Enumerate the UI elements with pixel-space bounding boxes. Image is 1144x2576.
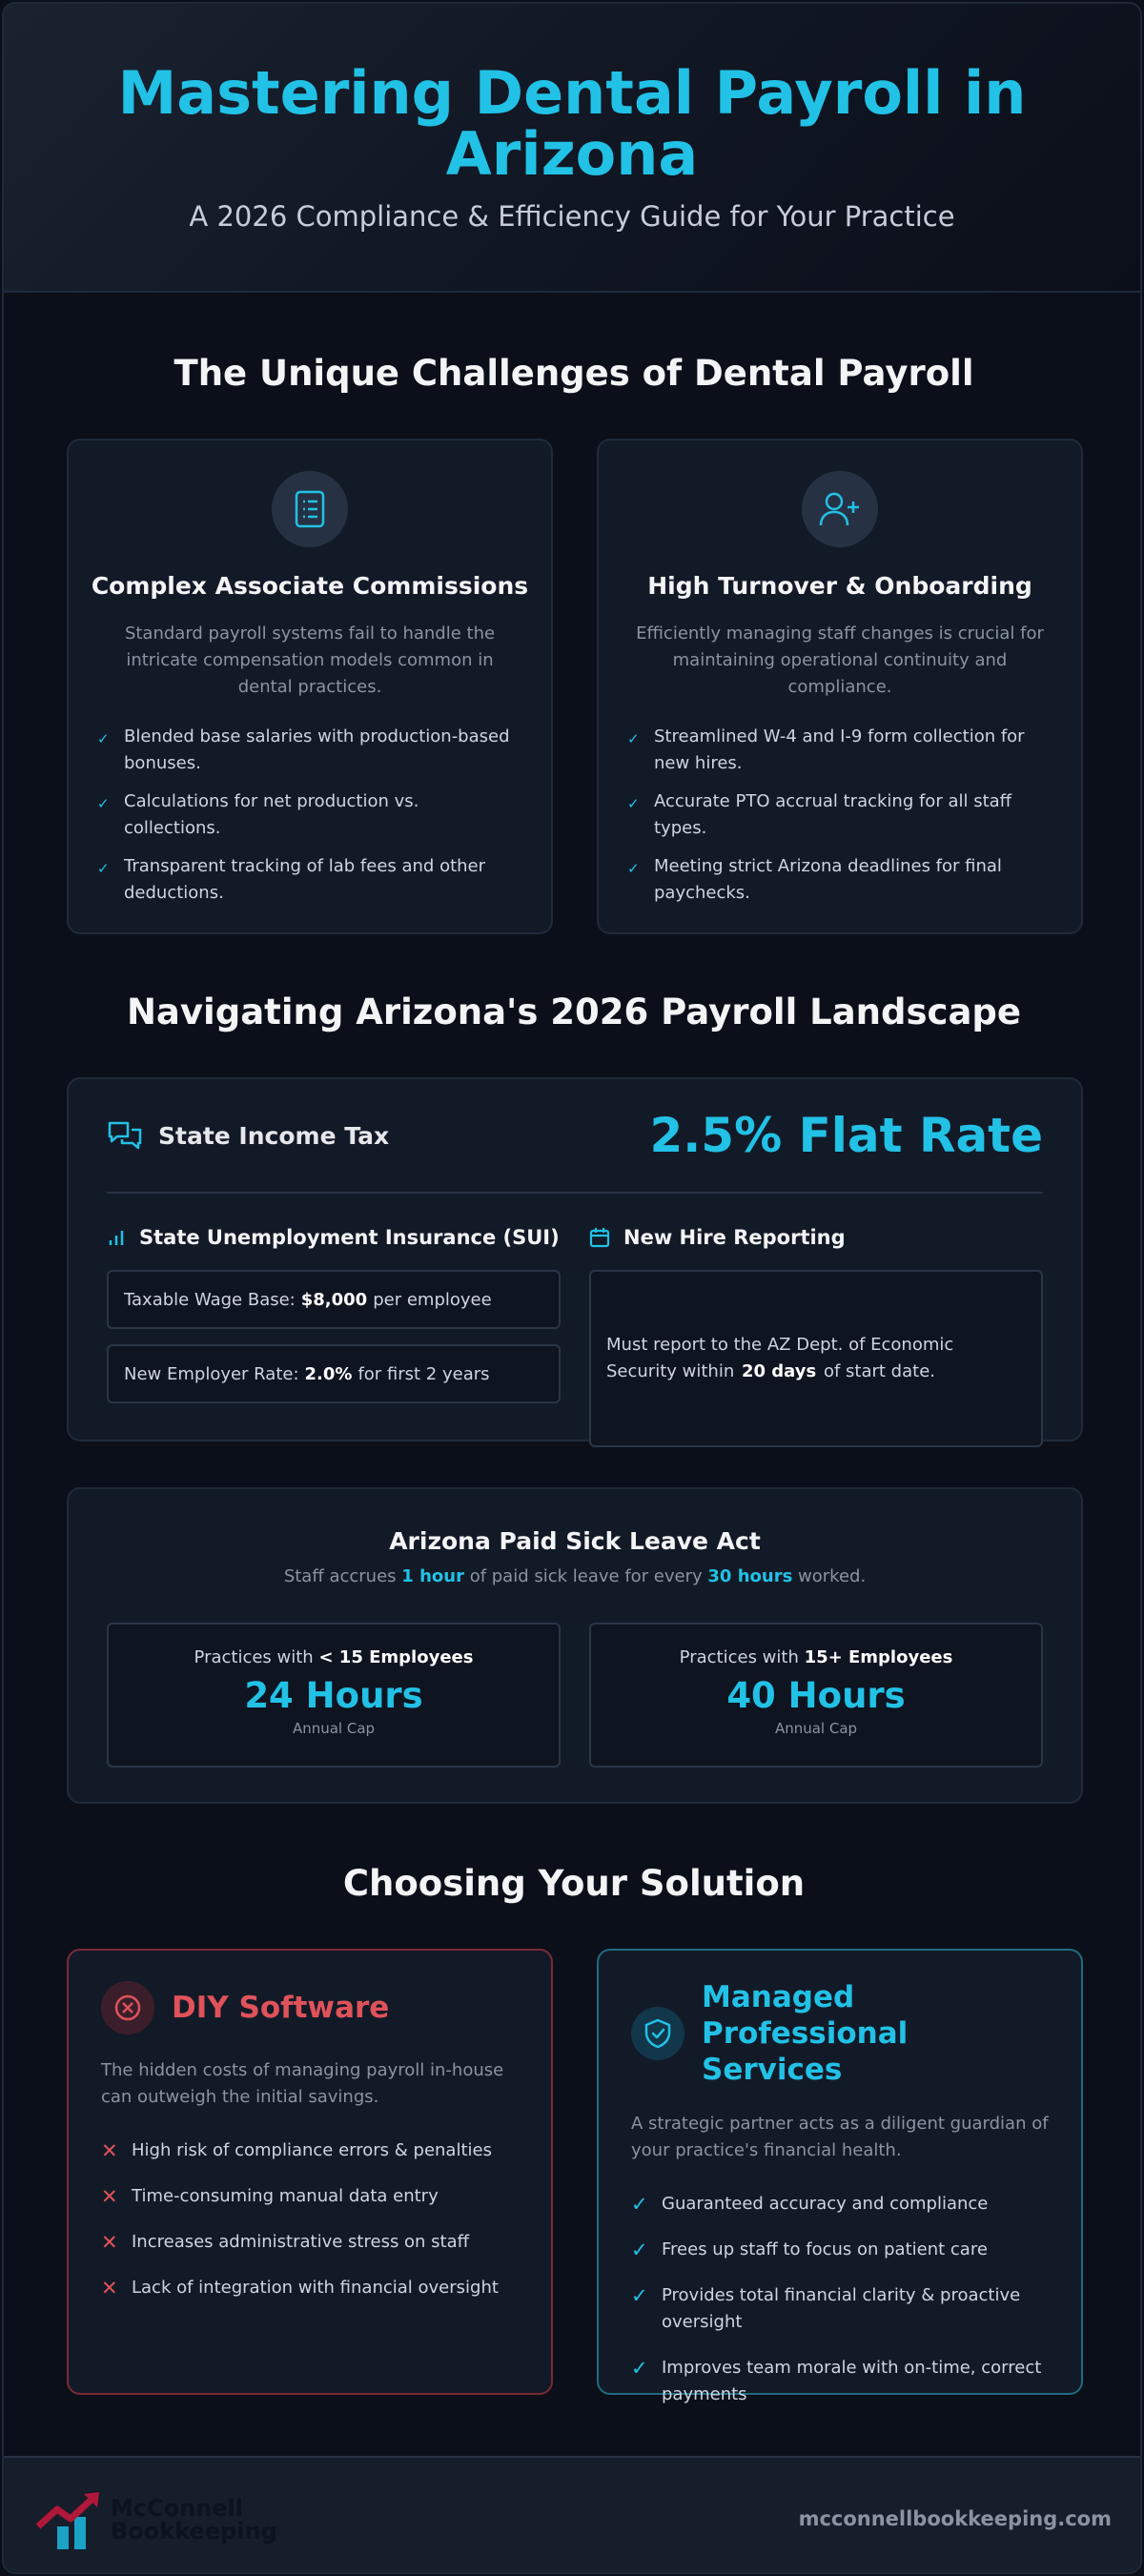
check-icon: ✓ [627,795,640,812]
check-icon: ✓ [627,860,640,877]
list-item: ✓ Provides total financial clarity & proactive oversight [631,2282,1049,2336]
diy-description: The hidden costs of managing payroll in-house can outweigh the initial savings. [101,2060,504,2107]
document-list-icon [272,471,348,547]
sick-leave-card [67,1487,1083,1804]
website-link[interactable]: mcconnellbookkeeping.com [798,2507,1112,2530]
income-tax-value: 2.5% Flat Rate [649,1108,1043,1163]
bar-chart-icon [107,1228,126,1247]
sick-leave-tier-large: Practices with 15+ Employees 40 Hours Annual Cap [589,1623,1043,1768]
list-item: ✓ Accurate PTO accrual tracking for all staff types. [627,788,1049,842]
list-item: ✓ Streamlined W-4 and I-9 form collection for new hires. [627,724,1049,777]
challenges-heading: The Unique Challenges of Dental Payroll [174,353,974,394]
x-circle-icon [101,1981,154,2034]
footer [4,2456,1142,2574]
infographic [2,2,1142,2574]
challenge-list [97,724,519,907]
list-item: ✕ Increases administrative stress on staff [101,2231,470,2254]
x-icon: ✕ [101,2231,118,2254]
managed-services-card [597,1949,1083,2404]
landscape-heading: Navigating Arizona's 2026 Payroll Landscape [126,992,1022,1032]
challenge-title: Complex Associate Commissions [91,572,529,600]
page-title: Mastering Dental Payroll in Arizona [117,58,1027,189]
list-item: ✓ Transparent tracking of lab fees and other deductions. [97,853,519,907]
managed-description: A strategic partner acts as a diligent guardian of your practice's financial health. [631,2114,1049,2160]
challenge-card-turnover [597,439,1083,934]
check-icon: ✓ [631,2193,648,2216]
logo-mark-icon [36,2490,105,2549]
sui-heading: State Unemployment Insurance (SUI) [107,1226,560,1249]
challenge-description: Efficiently managing staff changes is crucial for maintaining operational continuity and compliance. [636,624,1044,697]
list-item: ✓ Blended base salaries with production-based bonuses. [97,724,519,777]
hero-header [4,4,1140,293]
list-item: ✓ Meeting strict Arizona deadlines for final paychecks. [627,853,1049,907]
challenge-card-commissions [67,439,553,934]
challenge-list [627,724,1049,907]
challenge-title: High Turnover & Onboarding [647,572,1032,600]
solution-heading: Choosing Your Solution [342,1863,806,1904]
check-icon: ✓ [97,730,110,747]
list-item: ✓ Improves team morale with on-time, correct payments [631,2355,1049,2408]
tier-hours: 40 Hours [726,1675,906,1716]
check-icon: ✓ [631,2284,648,2307]
list-item: ✕ High risk of compliance errors & penalties [101,2139,492,2162]
list-item: ✕ Time-consuming manual data entry [101,2185,439,2208]
arizona-tax-card [67,1077,1083,1441]
check-icon: ✓ [97,860,110,877]
diy-title: DIY Software [172,1991,390,2025]
tier-hours: 24 Hours [244,1675,423,1716]
x-icon: ✕ [101,2277,118,2300]
sick-leave-tier-small: Practices with < 15 Employees 24 Hours Annual Cap [107,1623,561,1768]
diy-software-card [67,1949,553,2395]
sui-new-employer-rate: New Employer Rate: 2.0% for first 2 years [107,1344,561,1403]
diy-list [101,2137,519,2301]
income-tax-row [107,1079,1043,1194]
check-icon: ✓ [97,795,110,812]
sick-leave-title: Arizona Paid Sick Leave Act [389,1527,761,1555]
page-subtitle: A 2026 Compliance & Efficiency Guide for Your Practice [189,200,955,233]
check-icon: ✓ [627,730,640,747]
logo-line-1: McConnell [111,2495,244,2522]
managed-list [631,2191,1049,2408]
logo-line-2: Bookkeeping [111,2518,277,2545]
new-hire-info: Must report to the AZ Dept. of Economic Security within 20 days of start date. [589,1270,1043,1447]
list-item: ✕ Lack of integration with financial oversight [101,2277,499,2300]
x-icon: ✕ [101,2139,118,2162]
company-logo [36,2490,277,2549]
income-tax-label: State Income Tax [158,1121,390,1150]
check-icon: ✓ [631,2239,648,2261]
new-hire-heading: New Hire Reporting [589,1226,846,1249]
sick-leave-accrual: Staff accrues 1 hour of paid sick leave for every 30 hours worked. [283,1566,867,1586]
managed-title: Managed Professional Services [702,1980,909,2087]
list-item: ✓ Guaranteed accuracy and compliance [631,2193,989,2216]
user-plus-icon [802,471,878,547]
tier-caption: Annual Cap [292,1720,376,1737]
tier-caption: Annual Cap [774,1720,858,1737]
shield-check-icon [631,2007,684,2060]
x-icon: ✕ [101,2185,118,2208]
check-icon: ✓ [631,2357,648,2380]
list-item: ✓ Calculations for net production vs. collections. [97,788,519,842]
list-item: ✓ Frees up staff to focus on patient care [631,2239,988,2261]
challenge-description: Standard payroll systems fail to handle the intricate compensation models common in dental practices. [124,624,496,697]
calendar-icon [589,1227,610,1248]
chat-bubbles-icon [107,1119,143,1152]
sui-wage-base: Taxable Wage Base: $8,000 per employee [107,1270,561,1329]
